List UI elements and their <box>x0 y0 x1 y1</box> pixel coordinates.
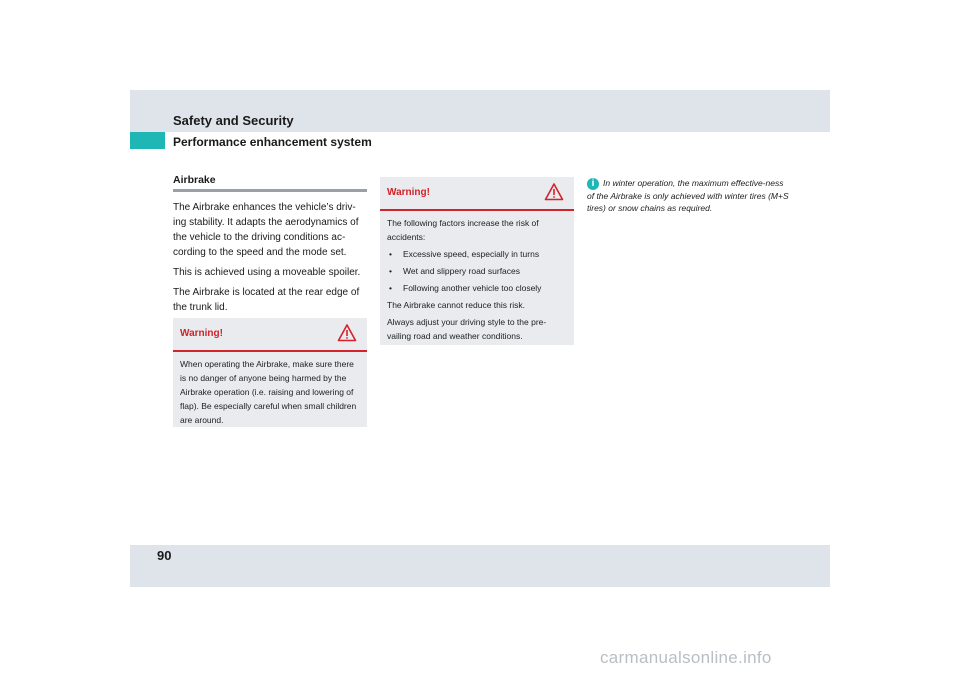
airbrake-paragraph-2: This is achieved using a moveable spoiler. <box>173 267 361 278</box>
section-title: Safety and Security <box>173 113 294 128</box>
warning-intro: The following factors increase the risk of accidents: <box>387 218 539 242</box>
footer-band <box>130 545 830 587</box>
list-item-text: Wet and slippery road surfaces <box>403 266 521 276</box>
watermark: carmanualsonline.info <box>600 648 772 667</box>
list-item-text: Following another vehicle too closely <box>403 283 542 293</box>
warning-triangle-icon <box>337 323 357 343</box>
warning-body <box>173 352 367 427</box>
airbrake-section <box>173 174 367 320</box>
airbrake-paragraph-1: The Airbrake enhances the vehicle’s driv-ing stability. It adapts the aerodynamics of the vehicle to the driving conditions ac-cording to the speed and the mode set. <box>173 202 359 258</box>
warning-box-1 <box>173 318 367 427</box>
warning-advice: Always adjust your driving style to the pre-vailing road and weather conditions. <box>387 317 547 341</box>
accent-block <box>130 132 165 149</box>
warning-text: When operating the Airbrake, make sure there is no danger of anyone being harmed by the Airbrake operation (i.e. raising and lowering of flap). Be especially careful when small children are around. <box>180 359 357 425</box>
warning-label: Warning! <box>180 328 223 339</box>
list-item-text: Excessive speed, especially in turns <box>403 249 540 259</box>
bullet-icon: • <box>389 283 392 293</box>
bullet-icon: • <box>389 249 392 259</box>
warning-header <box>380 177 574 211</box>
list-item <box>387 264 567 278</box>
warning-body <box>380 211 574 343</box>
info-note <box>587 177 792 214</box>
info-text: In winter operation, the maximum effective-ness of the Airbrake is only achieved with winter tires (M+S tires) or snow chains as required. <box>587 178 789 213</box>
list-item <box>387 281 567 295</box>
airbrake-paragraph-3: The Airbrake is located at the rear edge of the trunk lid. <box>173 287 360 313</box>
airbrake-heading: Airbrake <box>173 174 367 192</box>
page-number: 90 <box>157 548 172 563</box>
warning-label: Warning! <box>387 187 430 198</box>
warning-triangle-icon <box>544 182 564 202</box>
list-item <box>387 247 567 261</box>
bullet-icon: • <box>389 266 392 276</box>
warning-note: The Airbrake cannot reduce this risk. <box>387 300 525 310</box>
info-icon: i <box>587 178 599 190</box>
warning-header <box>173 318 367 352</box>
warning-box-2 <box>380 177 574 345</box>
subsection-title: Performance enhancement system <box>173 135 372 149</box>
risk-factor-list <box>387 247 567 295</box>
